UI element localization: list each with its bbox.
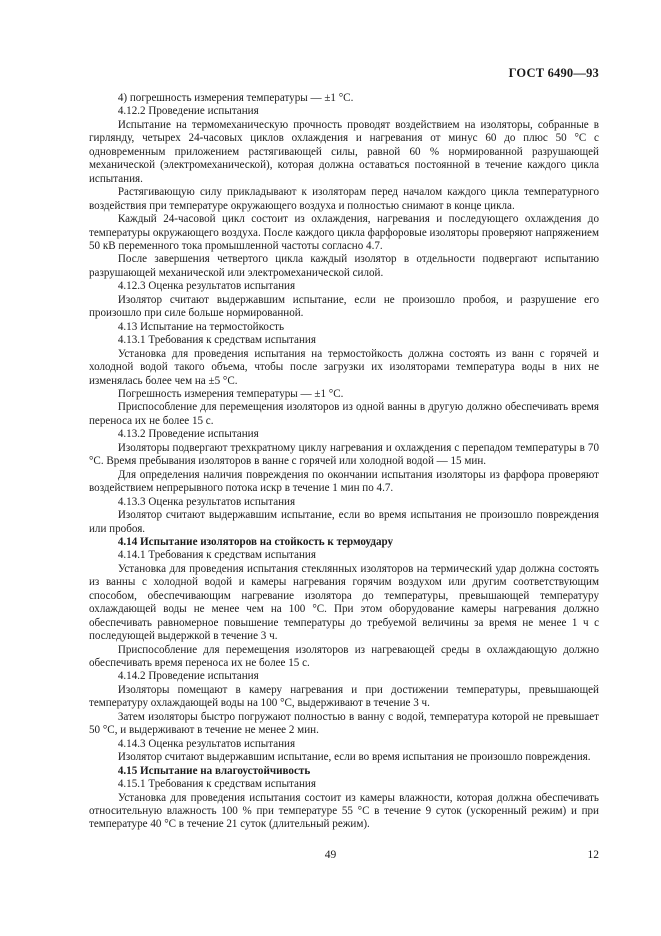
paragraph: 4.14.2 Проведение испытания xyxy=(117,670,259,683)
paragraph: 4.12.3 Оценка результатов испытания xyxy=(117,280,296,293)
paragraph: 4.14.1 Требования к средствам испытания xyxy=(117,549,316,562)
paragraph: 4.13 Испытание на термостойкость xyxy=(117,320,285,333)
paragraph: 4.12.2 Проведение испытания xyxy=(117,105,259,118)
paragraph: Для определения наличия повреждения по окончании испытания изоляторы из фарфора проверяют воздействием непрерывного потока искр в течение 1 мин по 4.7. xyxy=(89,468,599,495)
paragraph: Изоляторы подвергают трехкратному циклу нагревания и охлаждения с перепадом температуры в 70 °С. Время пребывания изоляторов в ванне с горячей или холодной водой — 15 мин. xyxy=(89,441,599,468)
paragraph: 4.14.3 Оценка результатов испытания xyxy=(117,737,296,750)
paragraph: Установка для проведения испытания на термостойкость должна состоять из ванн с горячей и холодной водой такого объема, чтобы после загрузки их изоляторами температура воды в них не изменялась более чем на ±5 °С. xyxy=(89,347,599,387)
paragraph: 4.13.3 Оценка результатов испытания xyxy=(117,495,296,508)
paragraph: Приспособление для перемещения изоляторов из одной ванны в другую должно обеспечивать время переноса их не более 15 с. xyxy=(89,401,599,427)
section-heading: 4.15 Испытание на влагоустойчивость xyxy=(117,764,311,777)
paragraph: Погрешность измерения температуры — ±1 °С. xyxy=(117,387,344,400)
sheet-number: 12 xyxy=(587,849,599,861)
paragraph: 4.13.2 Проведение испытания xyxy=(117,428,259,441)
paragraph: Установка для проведения испытания состоит из камеры влажности, которая должна обеспечивать относительную влажность 100 % при температуре 55 °С в течение 9 суток (ускоренный режим) и при температуре 40 °С в течение 21 суток (длительный режим). xyxy=(89,791,599,831)
paragraph: Приспособление для перемещения изоляторов из нагревающей среды в охлаждающую должно обеспечивать время переноса их не более 15 с. xyxy=(89,643,599,670)
paragraph: Испытание на термомеханическую прочность проводят воздействием на изоляторы, собранные в гирлянду, четырех 24-часовых циклов охлаждения и нагревания от минус 60 до плюс 50 °С с одновременным приложением растягивающей силы, равной 60 % нормированной разрушающей механической (электромеханической), которая должна оставаться постоянной в течение каждого цикла испытания. xyxy=(89,118,599,185)
paragraph: Изолятор считают выдержавшим испытание, если во время испытания не произошло повреждения или пробоя. xyxy=(89,509,599,535)
paragraph: Изолятор считают выдержавшим испытание, если не произошло пробоя, и разрушение его произошло при силе больше нормированной. xyxy=(89,293,599,320)
paragraph: Каждый 24-часовой цикл состоит из охлаждения, нагревания и последующего охлаждения до температуры окружающего воздуха. После каждого цикла фарфоровые изоляторы проверяют напряжением 50 кВ переменного тока промышленной частоты согласно 4.7. xyxy=(89,213,599,252)
paragraph: Установка для проведения испытания стеклянных изоляторов на термический удар должна состоять из ванны с холодной водой и камеры нагревания горячим воздухом или другим соответствующим способом, обеспечивающим нагревание изолятора до температуры, превышающей температуру охлаждающей воды не менее чем на 100 °С. При этом оборудование камеры нагревания должно обеспечивать равномерное повышение температуры до требуемой величины за время не менее 1 ч с последующей выдержкой в течение 3 ч. xyxy=(89,562,599,643)
section-heading: 4.14 Испытание изоляторов на стойкость к термоудару xyxy=(117,535,394,548)
page-number: 49 xyxy=(324,849,337,861)
paragraph: Изолятор считают выдержавшим испытание, если во время испытания не произошло повреждения. xyxy=(117,751,591,764)
paragraph: Изоляторы помещают в камеру нагревания и при достижении температуры, превышающей температуру охлаждающей воды на 100 °С, выдерживают в течение 3 ч. xyxy=(89,683,599,710)
document-standard-header: ГОСТ 6490—93 xyxy=(508,66,599,80)
paragraph: После завершения четвертого цикла каждый изолятор в отдельности подвергают испытанию разрушающей механической или электромеханической силой. xyxy=(89,253,599,279)
paragraph: 4) погрешность измерения температуры — ±1 °С. xyxy=(117,92,354,104)
paragraph: 4.13.1 Требования к средствам испытания xyxy=(117,334,316,347)
paragraph: Растягивающую силу прикладывают к изоляторам перед началом каждого цикла температурного воздействия при температуре окружающего воздуха и полностью снимают в конце цикла. xyxy=(89,186,599,212)
paragraph: Затем изоляторы быстро погружают полностью в ванну с водой, температура которой не превышает 50 °С, и выдерживают в течение не менее 2 мин. xyxy=(89,710,599,737)
paragraph: 4.15.1 Требования к средствам испытания xyxy=(117,778,316,791)
document-body xyxy=(89,92,599,832)
